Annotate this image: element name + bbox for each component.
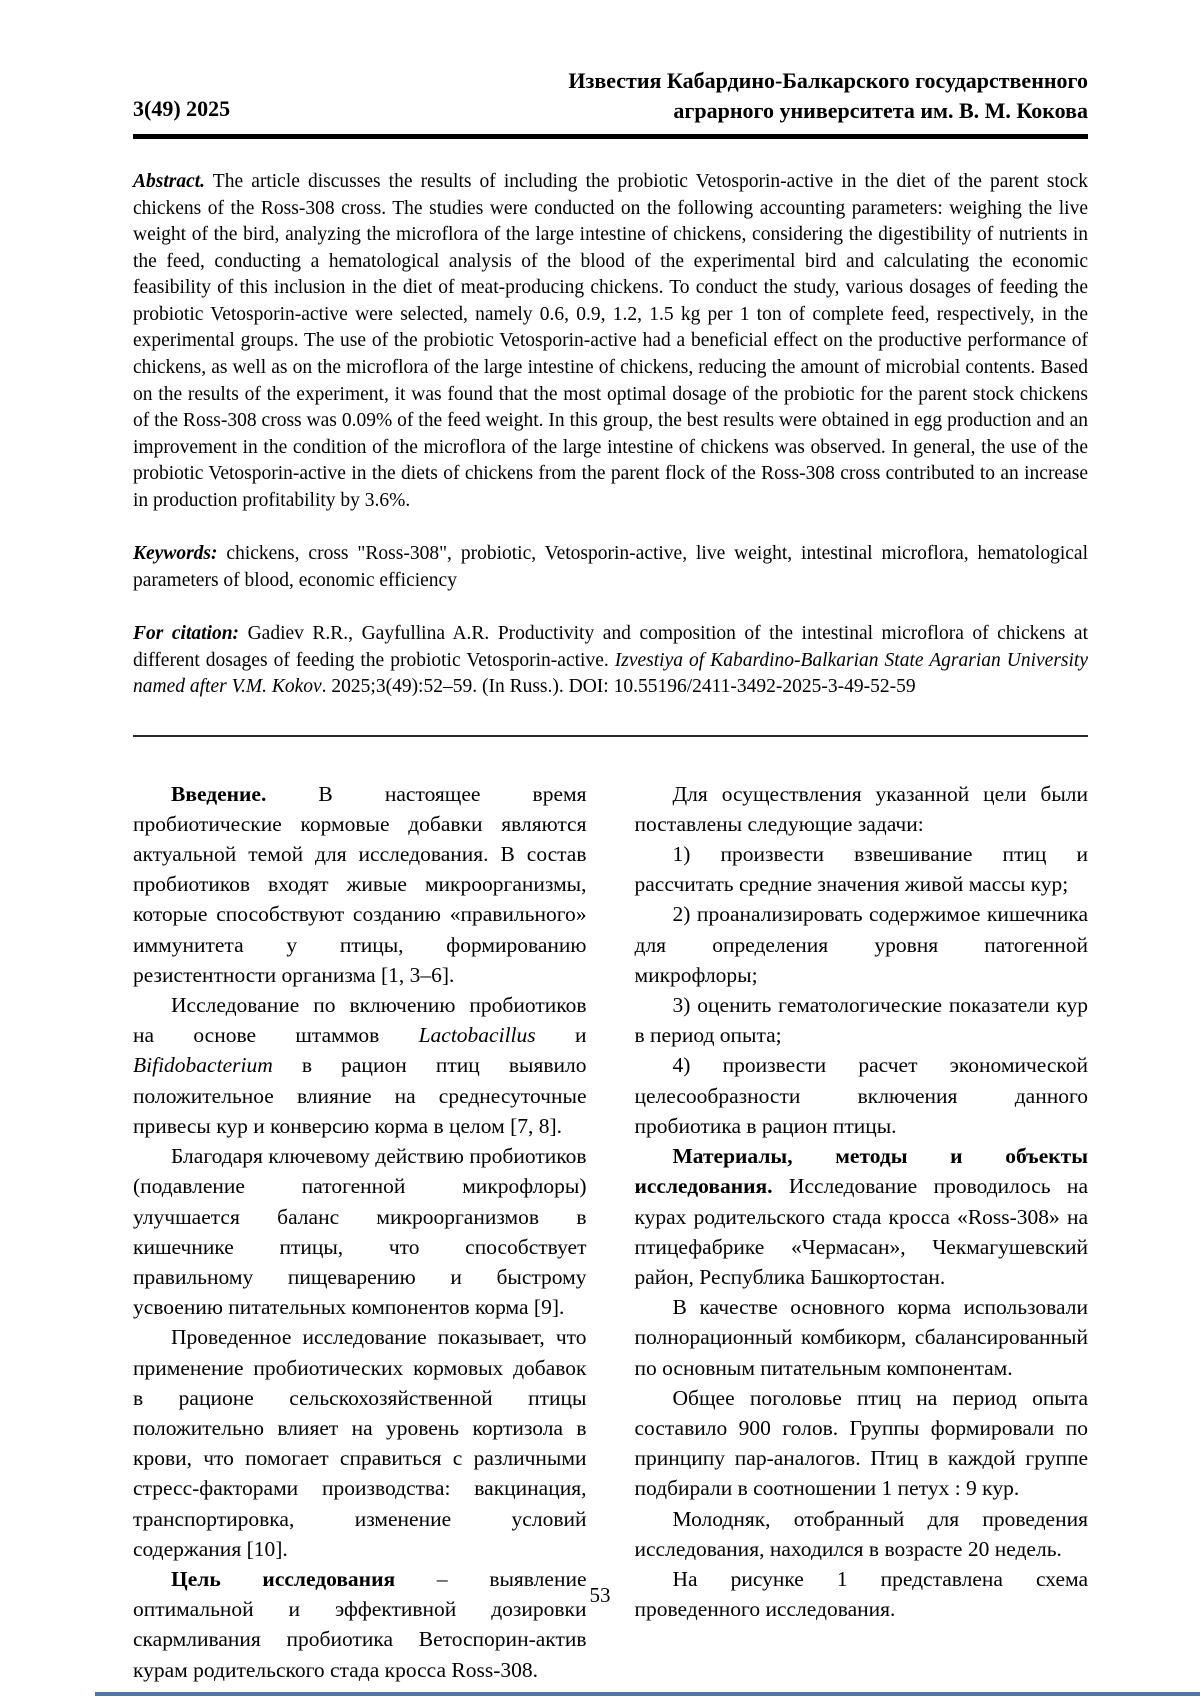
abstract-text: The article discusses the results of including the probiotic Vetosporin-active in the diet of the parent stock chickens of the Ross-308 cross. The studies were conducted on the following accounting parameters: weighing the live weight of the bird, analyzing the microflora of the large intestine of chickens, considering the digestibility of nutrients in the feed, conducting a hematological analysis of the blood of the experimental bird and calculating the economic feasibility of this inclusion in the diet of meat-producing chickens. To conduct the study, various dosages of feeding the probiotic Vetosporin-active were selected, namely 0.6, 0.9, 1.2, 1.5 kg per 1 ton of complete feed, respectively, in the experimental groups. The use of the probiotic Vetosporin-active had a beneficial effect on the productive performance of chickens, as well as on the microflora of the large intestine of chickens, reducing the amount of microbial contents. Based on the results of the experiment, it was found that the most optimal dosage of the probiotic for the parent stock chickens of the Ross-308 cross was 0.09% of the feed weight. In this group, the best results were obtained in egg production and an improvement in the condition of the microflora of the large intestine of chickens was observed. In general, the use of the probiotic Vetosporin-active in the diets of chickens from the parent flock of the Ross-308 cross contributed to an increase in production profitability by 3.6%. (133, 171, 1088, 511)
right-column (635, 779, 1089, 1685)
paragraph-task-3: 3) оценить гематологические показатели кур в период опыта; (634, 993, 1088, 1048)
introduction-heading: Введение. (171, 781, 267, 806)
paragraph-livestock: Общее поголовье птиц на период опыта составило 900 голов. Группы формировали по принципу пар-аналогов. Птиц в каждой группе подбирали в соотношении 1 петух : 9 кур. (634, 1385, 1088, 1501)
left-column (133, 779, 587, 1685)
journal-title (568, 66, 1088, 125)
paragraph-task-1: 1) произвести взвешивание птиц и рассчитать средние значения живой массы кур; (634, 842, 1088, 897)
citation-label: For citation: (133, 623, 240, 645)
paragraph-feed: В качестве основного корма использовали полнорационный комбикорм, сбалансированный по основным питательным компонентам. (634, 1295, 1088, 1380)
paragraph-tasks-intro: Для осуществления указанной цели были поставлены следующие задачи: (634, 781, 1088, 836)
paragraph-task-2: 2) проанализировать содержимое кишечника для определения уровня патогенной микрофлоры; (634, 902, 1088, 987)
two-column-body (133, 779, 1088, 1685)
goal-heading: Цель исследования (171, 1566, 396, 1591)
strains-text-c: в рацион птиц выявило положительное влияние на среднесуточные привесы кур и конверсию корма в целом [7, 8]. (133, 1053, 587, 1138)
latin-name-bifidobacterium: Bifidobacterium (133, 1053, 273, 1078)
materials-heading: Материалы, методы и объекты исследования. (634, 1144, 1088, 1199)
keywords-paragraph (133, 541, 1088, 594)
paragraph-young-birds: Молодняк, отобранный для проведения исследования, находился в возрасте 20 недель. (634, 1506, 1088, 1561)
paragraph-balance: Благодаря ключевому действию пробиотиков (подавление патогенной микрофлоры) улучшается баланс микроорганизмов в кишечнике птицы, что способствует правильному пищеварению и быстрому усвоению питательных компонентов корма [9]. (133, 1144, 587, 1320)
abstract-label: Abstract. (133, 171, 206, 193)
materials-text: Исследование проводилось на курах родительского стада кросса «Ross-308» на птицефабрике «Чермасан», Чекмагушевский район, Республика Башкортостан. (634, 1174, 1088, 1289)
section-divider-rule (133, 735, 1088, 737)
citation-journal-name: Izvestiya of Kabardino-Balkarian State Agrarian University named after V.M. Kokov (133, 649, 1088, 698)
page-number: 53 (589, 1583, 611, 1607)
header-rule (133, 134, 1088, 139)
paragraph-task-4: 4) произвести расчет экономической целесообразности включения данного пробиотика в рацион птицы. (634, 1053, 1088, 1138)
paragraph-figure-ref: На рисунке 1 представлена схема проведенного исследования. (634, 1566, 1088, 1622)
introduction-text: В настоящее время пробиотические кормовые добавки являются актуальной темой для исследования. В состав пробиотиков входят живые микроорганизмы, которые способствуют созданию «правильного» иммунитета у птицы, формированию резистентности организма [1, 3–6]. (133, 781, 587, 987)
issue-number: 3(49) 2025 (133, 95, 231, 121)
journal-title-line1: Известия Кабардино-Балкарского государственного (568, 68, 1088, 93)
paragraph-materials (635, 1141, 1089, 1292)
strains-text-b: и (535, 1023, 587, 1048)
paragraph-strains (133, 990, 587, 1141)
abstract-paragraph (133, 169, 1088, 514)
bottom-scan-bar (95, 1692, 1200, 1696)
citation-tail: . 2025;3(49):52–59. (In Russ.). DOI: 10.55196/2411-3492-2025-3-49-52-59 (321, 676, 916, 698)
keywords-text: chickens, cross "Ross-308", probiotic, Vetosporin-active, live weight, intestinal microflora, hematological parameters of blood, economic efficiency (133, 543, 1088, 591)
paragraph-introduction (133, 779, 587, 990)
strains-text-a: Исследование по включению пробиотиков на основе штаммов (133, 993, 587, 1048)
latin-name-lactobacillus: Lactobacillus (418, 1023, 536, 1048)
journal-title-line2: аграрного университета им. В. М. Кокова (673, 97, 1088, 123)
page-header (133, 66, 1088, 125)
citation-paragraph (133, 621, 1088, 701)
citation-authors-text: Gadiev R.R., Gayfullina A.R. Productivity and composition of the intestinal microflora of chickens at different dosages of feeding the probiotic Vetosporin-active. (133, 623, 1088, 671)
paragraph-cortisol: Проведенное исследование показывает, что применение пробиотических кормовых добавок в рационе сельскохозяйственной птицы положительно влияет на уровень кортизола в крови, что помогает справиться с различными стресс-факторами производства: вакцинация, транспортировка, изменение условий содержания [10]. (133, 1325, 587, 1561)
keywords-label: Keywords: (133, 543, 218, 565)
goal-text: – выявление оптимальной и эффективной дозировки скармливания пробиотика Ветоспорин-актив курам родительского стада кросса Ross-308. (133, 1566, 587, 1682)
